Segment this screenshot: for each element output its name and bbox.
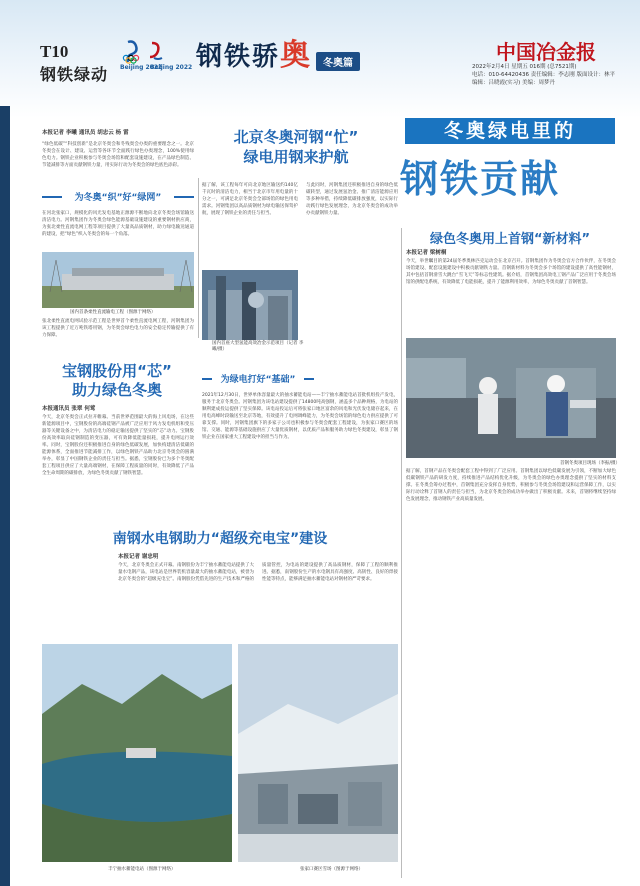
article1-photo-hydrogen bbox=[202, 270, 298, 340]
article1-subheading: 为冬奥“织”好“绿网” bbox=[62, 190, 174, 203]
right-column-divider bbox=[401, 228, 402, 878]
paralympic-caption: Beijing 2022 bbox=[150, 64, 193, 71]
article1-text-1: 在河北张家口，规模化的风光发电基地正源源不断地向北京冬奥会场馆输送清洁电力。河钢集团作为冬奥会绿色能源基础设施建设的重要钢材供应商，为张北柔性直流电网工程等项目提供了大量高品质钢材，助力绿电输送通道的建设，把“绿色”织入冬奥会的每一个角落。 bbox=[42, 211, 194, 237]
article5-headline: 南钢水电钢助力“超级充电宝”建设 bbox=[112, 531, 328, 547]
article1-text-4: 与此同时，河钢集团还积极推进自身的绿色低碳转型，通过发展氢冶金、推广清洁能源应用等多种举措，持续降低碳排放强度，以实际行动践行绿色发展理念，为北京冬奥会的成功举办贡献钢铁力量。 bbox=[306, 183, 398, 216]
article2-text: 今天，北京冬奥会正式拉开帷幕。当前世界范围最大的海上风电场，在这些新能源项目中，宝钢股份的高端硅钢产品被广泛应用于风力发电机组和变压器等关键设备之中，为清洁电力的稳定输送提供了坚实的“芯”动力。宝钢股份高效率取向硅钢制造的变压器，可有效降低能量损耗，提升电网运行效率。同时，宝钢股份还积极推进自身的绿色低碳发展，加快构建清洁低碳的能源体系，全面推进节能减排工作，以绿色钢铁产品助力北京冬奥会的圆满举办，彰显了中国钢铁企业的责任与担当。据悉，宝钢股份已为多个冬奥配套工程项目供应了大量高端钢材，在保障工程质量的同时，有效降低了产品全生命周期的碳排放，为绿色冬奥贡献了钢铁智慧。 bbox=[42, 415, 194, 476]
feature-banner-title: 钢铁贡献 bbox=[400, 156, 561, 201]
lead-text: “绿色低碳”“科技创新”是北京冬奥会和冬残奥会办奥的重要理念之一。北京冬奥会在设计、建设、运营等各环节全面践行绿色办奥理念，100%使用绿色电力。钢铁企业积极参与冬奥会场馆和配套设施建设，在产品绿色制造、节能减排等方面贡献钢铁力量，用实际行动为冬奥会的绿色底色添彩。 bbox=[42, 142, 194, 168]
article1-photo2-caption: 国内首座大型氢能高效冶金示范项目（记者 李曦/摄） bbox=[212, 341, 304, 352]
article1-photo-transmission bbox=[42, 252, 194, 308]
article4-text-2: 据了解，首钢产品在冬奥会配套工程中得到了广泛应用。首钢集团以绿色低碳发展为引领，不断加大绿色低碳钢铁产品的研发力度，持续推进产品结构优化升级，为冬奥会的绿色办奥理念提供了坚实的材料支撑。在冬奥会筹办过程中，首钢集团充分发挥自身优势，积极参与冬奥会场馆建设和运营保障工作，以实际行动诠释了首钢人的责任与担当，为北京冬奥会的成功举办做出了积极贡献。未来，首钢将继续坚持绿色发展理念，推动钢铁产业高质量发展。 bbox=[406, 469, 616, 502]
article5-photo-ski-resort bbox=[238, 644, 398, 862]
article4-photo-caption: 首钢冬奥项目现场（李振/摄） bbox=[560, 461, 621, 466]
article5-author: 本报记者 谢忠明 bbox=[118, 554, 159, 560]
issue-contact: 电话：010-64420436 责任编辑：李志刚 版面设计：林平 bbox=[472, 72, 615, 78]
article4-headline: 绿色冬奥用上首钢“新材料” bbox=[429, 232, 591, 247]
article2-headline-2: 助力绿色冬奥 bbox=[71, 381, 162, 399]
article1-headline-1: 北京冬奥河钢“忙” bbox=[233, 128, 359, 146]
article5-photo-caption: 丰宁抽水蓄能电站（图源于网络） bbox=[108, 867, 176, 872]
article1-text-3: 据了解，该工程每年可向北京地区输送约140亿千瓦时的清洁电力，相当于北京市年用电量的十分之一，可满足北京冬奥会全部场馆的绿色用电需求。河钢集团以高品质钢材为绿电输送保驾护航，展现了钢铁企业的责任与担当。 bbox=[202, 183, 298, 216]
page-number: T10 bbox=[40, 42, 69, 61]
left-accent-bar bbox=[0, 106, 10, 886]
article1-photo-caption: 国内首条柔性直流输电工程（图源于网络） bbox=[70, 310, 156, 315]
feature-banner-top: 冬奥绿电里的 bbox=[405, 118, 615, 144]
article5-text: 今天，北京冬奥会正式开幕。南钢股份为丰宁抽水蓄能电站提供了大量水电钢产品，该电站是世界装机容量最大的抽水蓄能电站，被誉为北京冬奥会的“超级充电宝”。南钢股份凭借先进的生产技术和严格的质量管控，为电站的建设提供了高品质钢材，保障了工程的顺利推进。据悉，南钢股份生产的水电钢具有高强度、高韧性、良好的焊接性能等特点，能够满足抽水蓄能电站对钢材的严苛要求。 bbox=[118, 563, 398, 582]
column-divider bbox=[198, 178, 199, 338]
banner-title-accent: 奥 bbox=[280, 38, 313, 73]
banner-title-text: 钢铁骄 bbox=[196, 42, 281, 72]
special-edition-badge: 冬奥篇 bbox=[316, 52, 360, 71]
article5-photo-reservoir bbox=[42, 644, 232, 862]
issue-editors: 编辑：吕晓霞(实习) 美编：周梦丹 bbox=[472, 80, 556, 86]
article4-photo-workers bbox=[406, 338, 616, 458]
article4-text: 今天，举世瞩目的第24届冬季奥林匹克运动会在北京召开。首钢集团作为冬奥会官方合作伙伴，在冬奥会场馆建设、配套设施建设中积极贡献钢铁力量。首钢新材料为冬奥会多个场馆的建设提供了高性能钢材，其中包括首钢滑雪大跳台“雪飞天”等标志性建筑。据介绍，首钢集团高效电工钢产品广泛应用于冬奥会场馆的供配电系统，有效降低了电能损耗，提升了能源利用效率，为绿色冬奥贡献了首钢智慧。 bbox=[406, 259, 616, 285]
issue-date: 2022年2月4日 星期五 016期 (总7521期) bbox=[472, 64, 577, 70]
article2-author: 本报通讯员 张翠 何莺 bbox=[42, 406, 96, 412]
article5-photo2-caption: 张家口赛区雪场（图源于网络） bbox=[300, 867, 363, 872]
article4-author: 本报记者 梁树桐 bbox=[406, 250, 447, 256]
article3-text: 2021年12月30日，世界单体容量最大的抽水蓄能电站——丰宁抽水蓄能电站首批机组投产发电，服务于北京冬奥会。河钢集团为该电站建设提供了14800吨高强钢，涵盖多个品种规格，为电站的顺利建成投运提供了坚实保障。该电站投运后可将张家口地区富余的风电和光伏发电储存起来，在用电高峰时段输送至北京等地，有效提升了电网调峰能力，为冬奥会场馆的绿色电力供应提供了可靠支撑。同时，河钢集团旗下的多家子公司也积极参与冬奥会配套工程建设，为张家口赛区的场馆、交通、能源等基础设施供应了大量优质钢材，以优质产品和服务助力绿色冬奥建设，彰显了钢铁企业在国家重大工程建设中的担当与作为。 bbox=[202, 393, 398, 440]
section-name: 钢铁绿动 bbox=[40, 65, 109, 84]
lead-author: 本报记者 李曦 通讯员 胡忠云 杨 雷 bbox=[42, 130, 129, 136]
article1-headline-2: 绿电用钢来护航 bbox=[243, 148, 349, 166]
article3-subheading: 为绿电打好“基础” bbox=[212, 372, 304, 385]
page-banner-title bbox=[196, 30, 312, 74]
olympic-caption: Beijing 2022 bbox=[120, 64, 163, 71]
article1-text-2: 张北柔性直流电网试验示范工程是世界首个柔性直流电网工程，河钢集团为该工程提供了近万吨铁塔用钢，为冬奥会绿色电力的安全稳定传输提供了有力保障。 bbox=[42, 319, 194, 338]
issue-info bbox=[472, 63, 632, 87]
article2-headline-1: 宝钢股份用“芯” bbox=[62, 362, 172, 380]
olympic-emblem-icon bbox=[118, 38, 170, 64]
newspaper-logo: 中国冶金报 bbox=[496, 40, 596, 64]
